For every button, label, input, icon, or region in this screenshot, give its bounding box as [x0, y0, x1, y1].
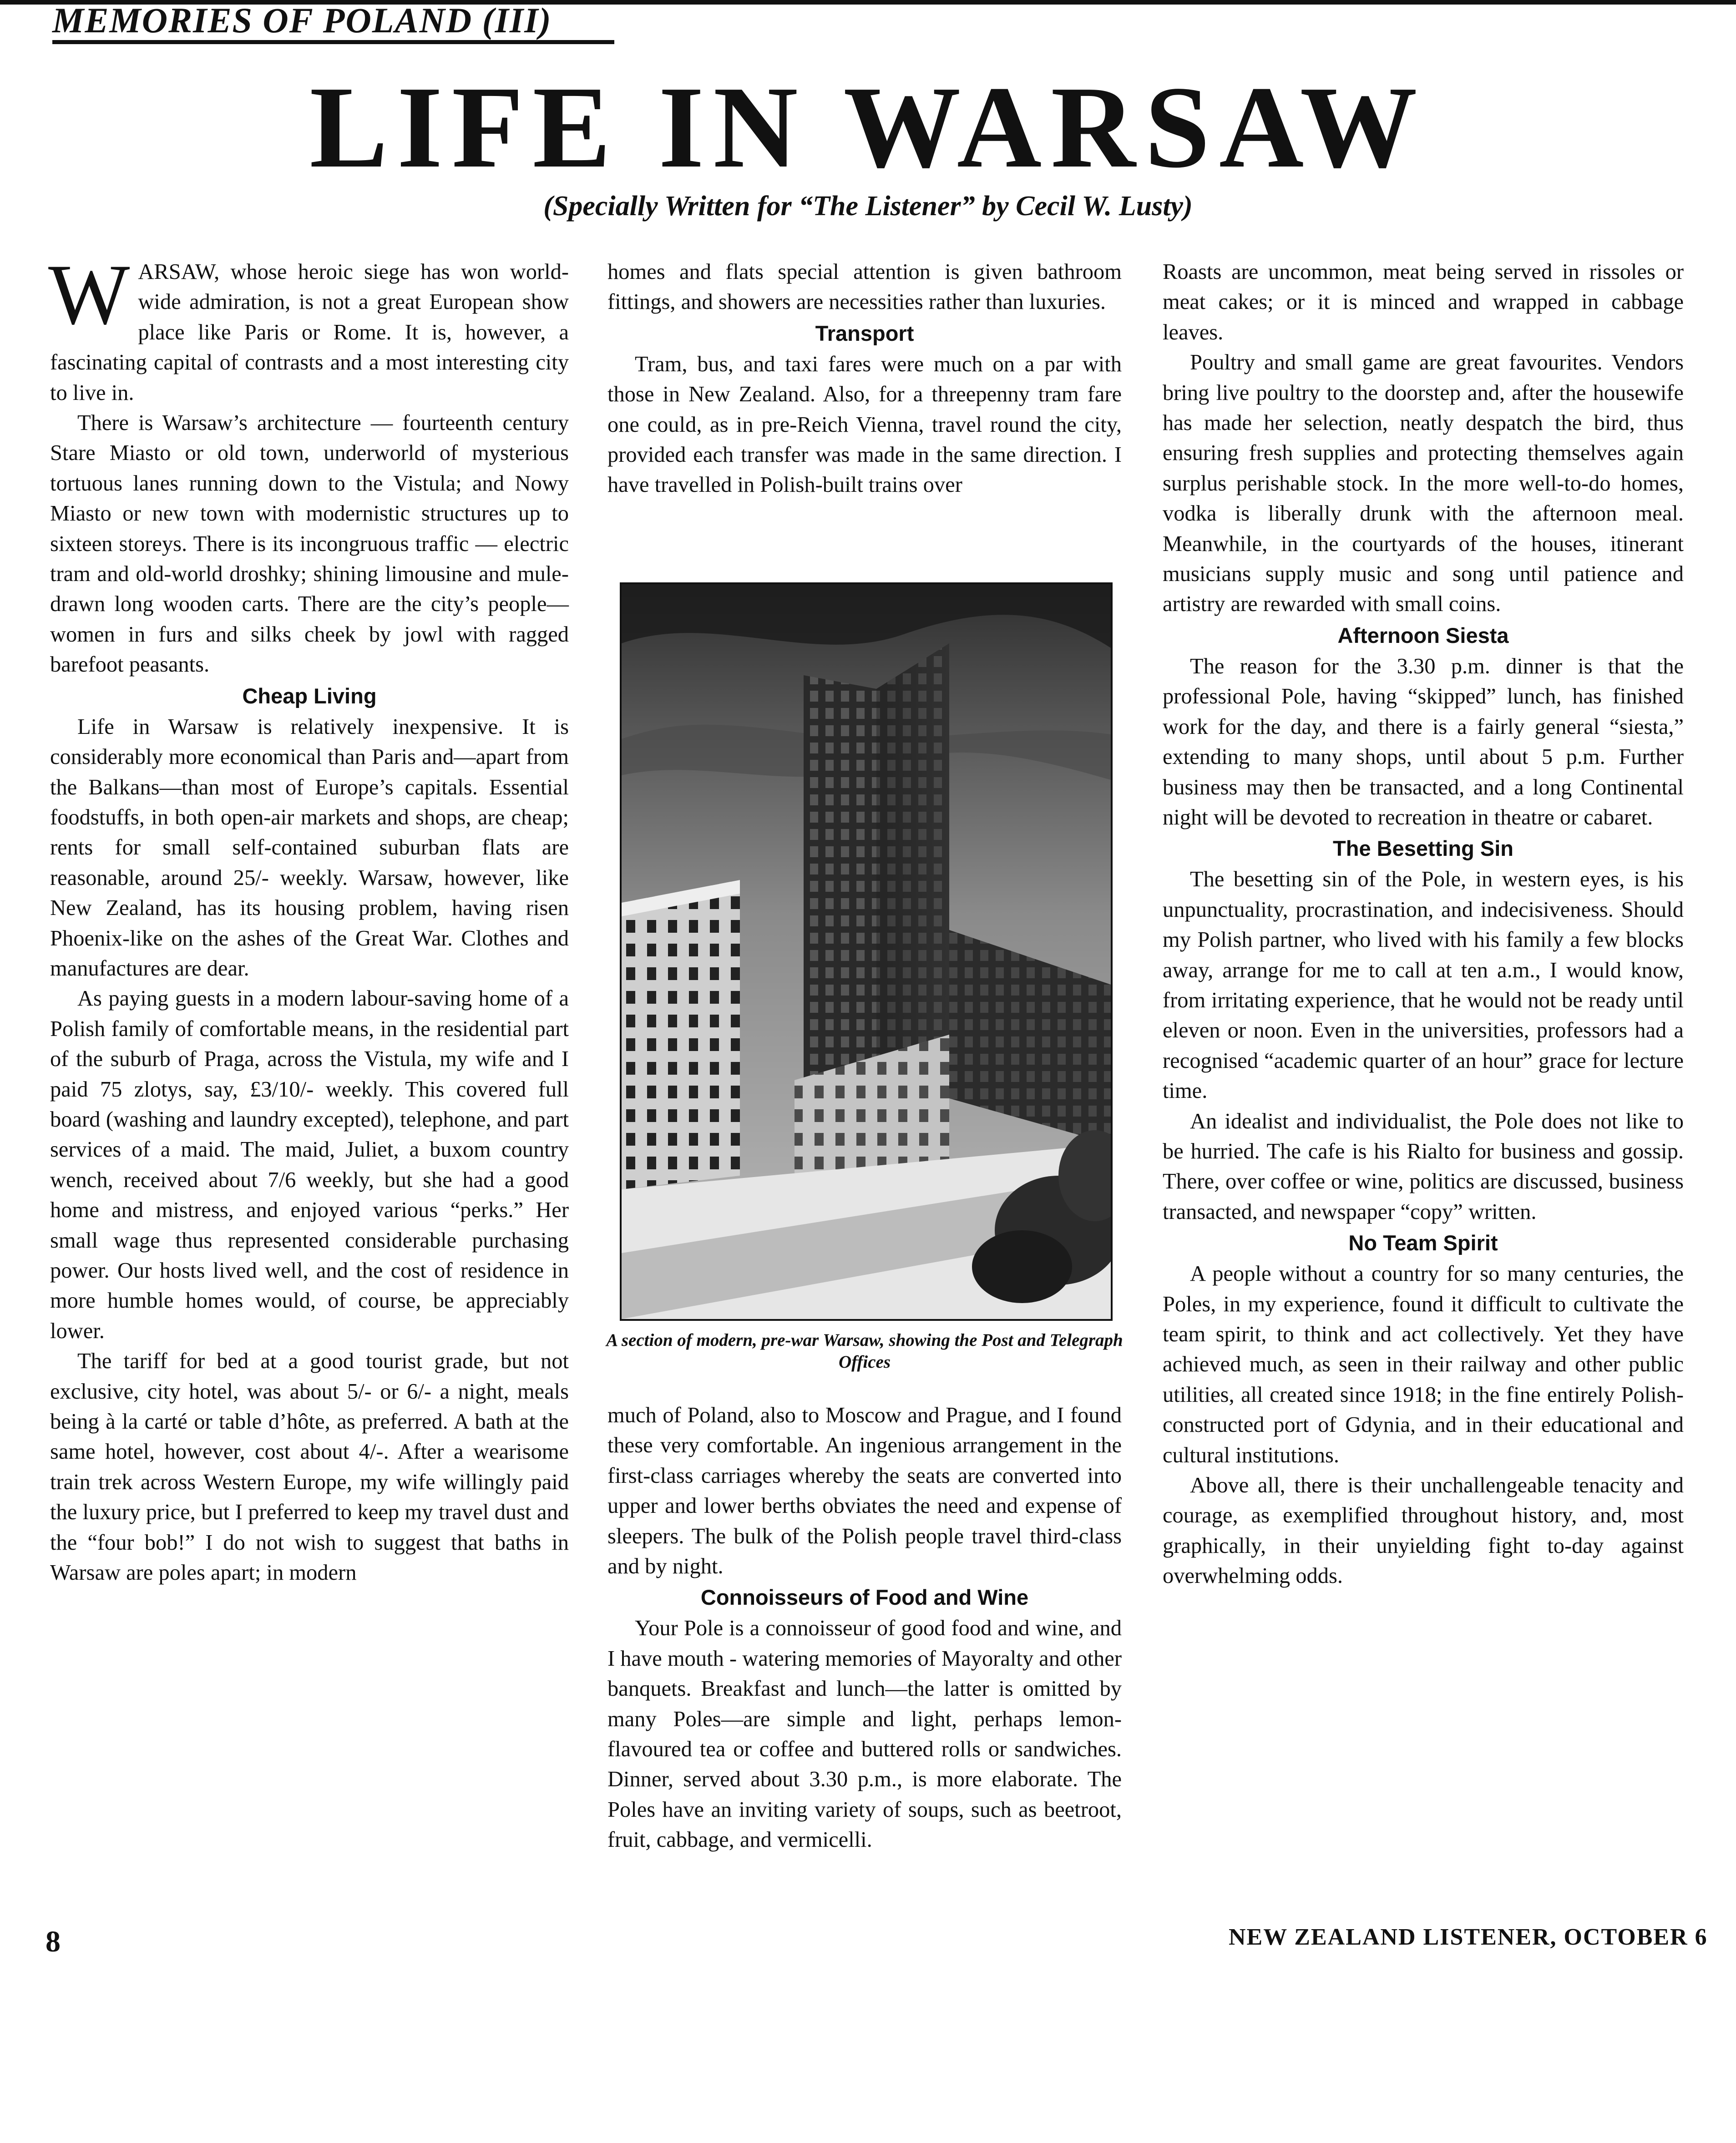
subheading-no-team-spirit: No Team Spirit — [1348, 1231, 1498, 1255]
paragraph: There is Warsaw’s architecture — fourteenth century Stare Miasto or old town, underworld of mysterious tortuous lanes running down to the Vistula; and Nowy Miasto or new town with modernistic structures up to sixteen storeys. There is its incongruous traffic — electric tram and old-world droshky; shining limousine and mule-drawn long wooden carts. There are the city’s people—women in furs and silks cheek by jowl with ragged barefoot peasants. — [50, 411, 569, 677]
series-title: MEMORIES OF POLAND (III) — [52, 0, 552, 40]
photo-caption: A section of modern, pre-war Warsaw, showing the Post and Telegraph Offices — [606, 1330, 1123, 1372]
publication-footer: NEW ZEALAND LISTENER, OCTOBER 6 — [1229, 1924, 1708, 1950]
paragraph: much of Poland, also to Moscow and Prague, and I found these very comfortable. An ingenious arrangement in the first-class carriages whereby the seats are converted into upper and lower berths obviates the need and expense of sleepers. The bulk of the Polish people travel third-class and by night. — [607, 1403, 1122, 1579]
paragraph: Tram, bus, and taxi fares were much on a par with those in New Zealand. Also, for a threepenny tram fare one could, as in pre-Reich Vienna, travel round the city, provided each transfer was made in the same direction. I have travelled in Polish-built trains over — [607, 352, 1122, 497]
drop-cap: W — [48, 247, 130, 343]
paragraph: Poultry and small game are great favourites. Vendors bring live poultry to the doorstep and, after the housewife has made her selection, neatly despatch the bird, thus ensuring fresh supplies and protecting themselves again surplus perishable stock. In the more well-to-do homes, vodka is liberally drunk with the afternoon meal. Meanwhile, in the courtyards of the houses, itinerant musicians supply music and song until patience and artistry are rewarded with small coins. — [1163, 350, 1684, 617]
intro-paragraph — [48, 247, 569, 408]
paragraph: As paying guests in a modern labour-saving home of a Polish family of comfortable means, in the residential part of the suburb of Praga, across the Vistula, my wife and I paid 75 zlotys, say, £3/10/- weekly. This covered full board (washing and laundry excepted), telephone, and part services of a maid. The maid, Juliet, a buxom country wench, received about 7/6 weekly, but she had a good home and mistress, and enjoyed various “perks.” Her small wage thus represented considerable purchasing power. Our hosts lived well, and the cost of residence in more humble homes would, of course, be appreciably lower. — [50, 986, 569, 1343]
paragraph: The reason for the 3.30 p.m. dinner is that the professional Pole, having “skipped” lunch, has finished work for the day, and there is a fairly general “siesta,” extending to many shops, until about 5 p.m. Further business may then be transacted, and a long Continental night will be devoted to recreation in theatre or cabaret. — [1163, 654, 1684, 829]
subheading-transport: Transport — [815, 321, 914, 345]
byline: (Specially Written for “The Listener” by Cecil W. Lusty) — [543, 191, 1193, 222]
paragraph: Roasts are uncommon, meat being served in rissoles or meat cakes; or it is minced and wrapped in cabbage leaves. — [1163, 260, 1684, 344]
paragraph: Your Pole is a connoisseur of good food and wine, and I have mouth - watering memories of Mayoralty and other banquets. Breakfast and lunch—the latter is omitted by many Poles—are simple and light, perhaps lemon-flavoured tea or coffee and buttered rolls or sandwiches. Dinner, served about 3.30 p.m., is more elaborate. The Poles have an inviting variety of soups, such as beetroot, fruit, cabbage, and vermicelli. — [607, 1616, 1122, 1852]
article-column-3 — [1163, 257, 1684, 1592]
subheading-food-wine: Connoisseurs of Food and Wine — [700, 1585, 1029, 1610]
article-column-2-bottom — [607, 1400, 1122, 1855]
paragraph: The besetting sin of the Pole, in western eyes, is his unpunctuality, procrastination, and indecisiveness. Should my Polish partner, who lived with his family a few blocks away, arrange for me to call at ten a.m., I would know, from irritating experience, that he would not be ready until eleven or noon. Even in the universities, professors had a recognised “academic quarter of an hour” grace for lecture time. — [1163, 867, 1684, 1103]
subheading-besetting-sin: The Besetting Sin — [1333, 836, 1513, 861]
article-column-2-top — [607, 257, 1122, 500]
paragraph: An idealist and individualist, the Pole does not like to be hurried. The cafe is his Rialto for business and gossip. There, over coffee or wine, politics are discussed, business transacted, and newspaper “copy” written. — [1163, 1109, 1684, 1224]
paragraph: ARSAW, whose heroic siege has won world-wide admiration, is not a great European show place like Paris or Rome. It is, however, a fascinating capital of contrasts and a most interesting city to live in. — [50, 260, 569, 405]
photo-illustration — [622, 584, 1111, 1319]
paragraph: homes and flats special attention is given bathroom fittings, and showers are necessities rather than luxuries. — [607, 260, 1122, 314]
page-number: 8 — [46, 1925, 61, 1958]
subheading-cheap-living: Cheap Living — [242, 683, 377, 708]
subheading-afternoon-siesta: Afternoon Siesta — [1337, 623, 1509, 647]
paragraph: A people without a country for so many centuries, the Poles, in my experience, found it difficult to cultivate the team spirit, to think and act collectively. Yet they have achieved much, as seen in their railway and other public utilities, all created since 1918; in the fine entirely Polish-constructed port of Gdynia, and in their educational and cultural institutions. — [1163, 1262, 1684, 1467]
headline: LIFE IN WARSAW — [309, 62, 1427, 192]
series-underline — [52, 40, 614, 44]
building-photograph — [620, 582, 1113, 1321]
paragraph: Life in Warsaw is relatively inexpensive. It is considerably more economical than Paris and—apart from the Balkans—than most of Europe’s capitals. Essential foodstuffs, in both open-air markets and shops, are cheap; rents for small self-contained suburban flats are reasonable, around 25/- weekly. Warsaw, however, like New Zealand, has its housing problem, having risen Phoenix-like on the ashes of the Great War. Clothes and manufactures are dear. — [50, 714, 569, 981]
paragraph: The tariff for bed at a good tourist grade, but not exclusive, city hotel, was about 5/- or 6/- a night, meals being à la carté or table d’hôte, as preferred. A bath at the same hotel, however, cost about 4/-. After a wearisome train trek across Western Europe, my wife willingly paid the luxury price, but I preferred to keep my travel dust and the “four bob!” I do not wish to suggest that baths in Warsaw are poles apart; in modern — [50, 1349, 569, 1585]
paragraph: Above all, there is their unchallengeable tenacity and courage, as exemplified throughout history, and, most graphically, in their unyielding fight to-day against overwhelming odds. — [1163, 1473, 1684, 1588]
article-column-1 — [48, 247, 569, 1588]
